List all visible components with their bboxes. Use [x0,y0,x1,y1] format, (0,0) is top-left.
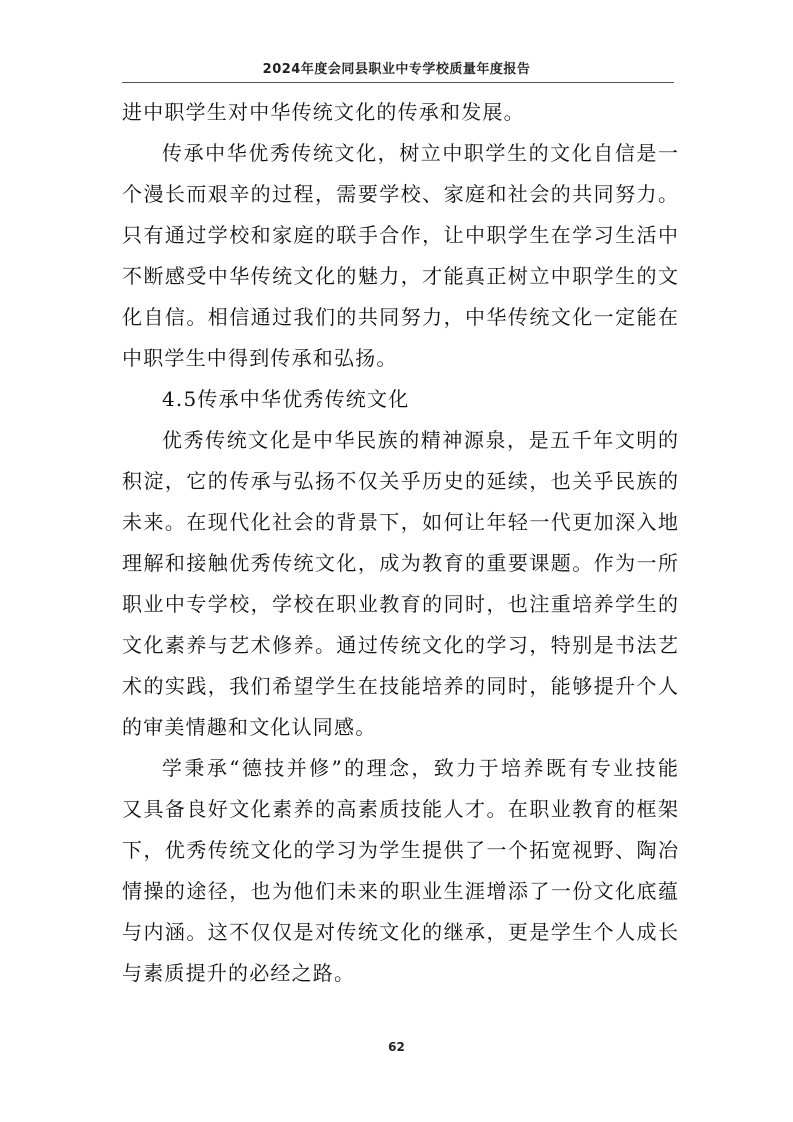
body-line: 情操的途径，也为他们未来的职业生涯增添了一份文化底蕴 [122,879,678,903]
body-line: 中职学生中得到传承和弘扬。 [122,346,398,370]
page-number: 62 [388,1040,405,1054]
body-line: 下，优秀传统文化的学习为学生提供了一个拓宽视野、陶冶 [122,838,678,862]
body-line: 职业中专学校，学校在职业教育的同时，也注重培养学生的 [122,592,678,616]
body-line: 与内涵。这不仅仅是对传统文化的继承，更是学生个人成长 [122,920,678,944]
body-line: 理解和接触优秀传统文化，成为教育的重要课题。作为一所 [122,551,678,575]
body-line: 个漫长而艰辛的过程，需要学校、家庭和社会的共同努力。 [122,182,678,206]
body-line: 术的实践，我们希望学生在技能培养的同时，能够提升个人 [122,674,678,698]
body-line: 的审美情趣和文化认同感。 [122,715,377,739]
body-line: 化自信。相信通过我们的共同努力，中华传统文化一定能在 [122,305,678,329]
body-line: 进中职学生对中华传统文化的传承和发展。 [122,100,525,124]
body-line: 未来。在现代化社会的背景下，如何让年轻一代更加深入地 [122,510,678,534]
header-divider [122,82,674,83]
paragraph-start-line: 优秀传统文化是中华民族的精神源泉，是五千年文明的 [162,428,678,452]
body-line: 不断感受中华传统文化的魅力，才能真正树立中职学生的文 [122,264,678,288]
section-heading: 4.5传承中华优秀传统文化 [162,387,410,411]
paragraph-start-line: 传承中华优秀传统文化，树立中职学生的文化自信是一 [162,141,678,165]
body-line: 积淀，它的传承与弘扬不仅关乎历史的延续，也关乎民族的 [122,469,678,493]
body-line: 只有通过学校和家庭的联手合作，让中职学生在学习生活中 [122,223,678,247]
document-body [122,92,678,994]
body-line: 与素质提升的必经之路。 [122,961,356,985]
body-line: 又具备良好文化素养的高素质技能人才。在职业教育的框架 [122,797,678,821]
paragraph-start-line: 学秉承“德技并修”的理念，致力于培养既有专业技能 [162,756,678,780]
body-line: 文化素养与艺术修养。通过传统文化的学习，特别是书法艺 [122,633,678,657]
page-header: 2024年度会同县职业中专学校质量年度报告 [262,62,531,77]
